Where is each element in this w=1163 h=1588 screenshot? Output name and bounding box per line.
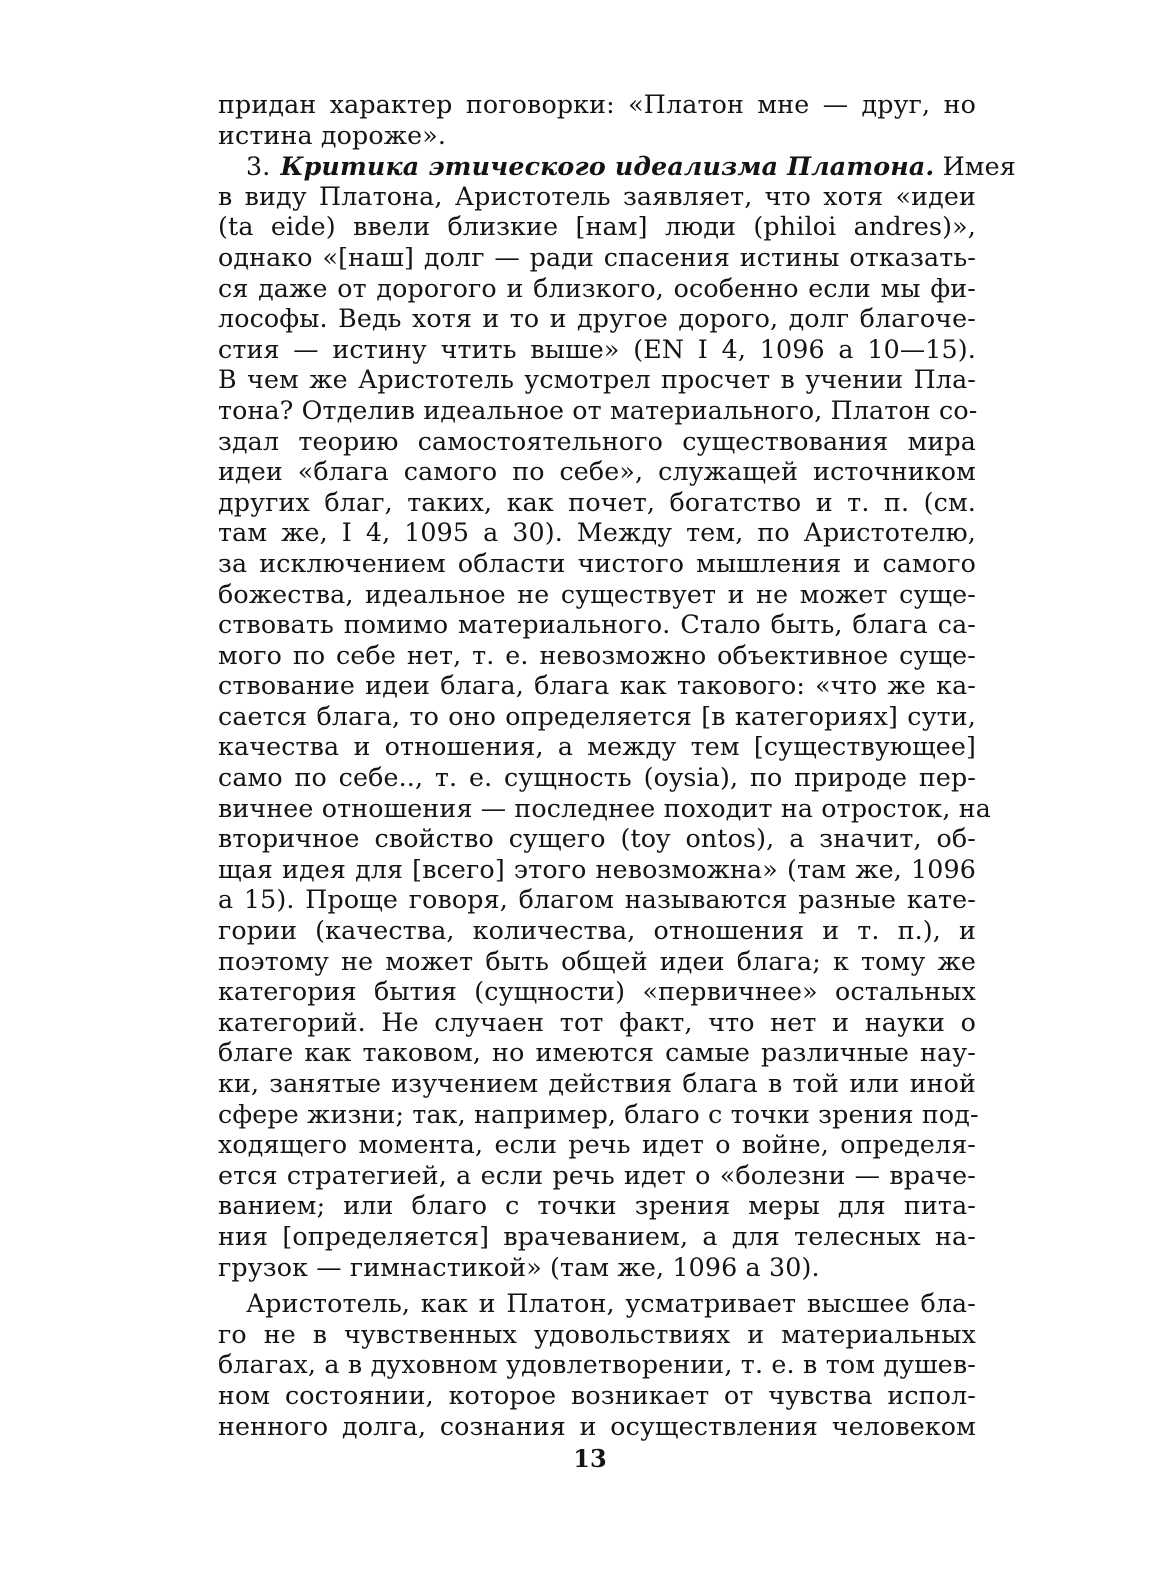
text-line: гории (качества, количества, отношения и т. п.), и bbox=[218, 916, 976, 946]
text-line: в виду Платона, Аристотель заявляет, что хотя «идеи bbox=[218, 181, 976, 211]
text-line: го не в чувственных удовольствиях и материальных bbox=[218, 1319, 976, 1349]
text-line: божества, идеальное не существует и не может суще- bbox=[218, 579, 976, 609]
text-line: мого по себе нет, т. е. невозможно объективное суще- bbox=[218, 640, 976, 670]
text-line: ки, занятые изучением действия блага в той или иной bbox=[218, 1069, 976, 1098]
text-line: ется стратегией, а если речь идет о «болезни — враче- bbox=[218, 1160, 976, 1190]
section-heading: Критика этического идеализма Платона. bbox=[280, 151, 935, 182]
text-line: лософы. Ведь хотя и то и другое дорого, долг благоче- bbox=[218, 304, 976, 334]
text-line: ванием; или благо с точки зрения меры для пита- bbox=[218, 1191, 976, 1221]
text-line: вторичное свойство сущего (toy ontos), а значит, об- bbox=[218, 824, 976, 854]
text-line: придан характер поговорки: «Платон мне — друг, но bbox=[218, 90, 976, 119]
text-line: там же, I 4, 1095 а 30). Между тем, по Аристотелю, bbox=[218, 518, 976, 548]
text-line: тона? Отделив идеальное от материального, Платон со- bbox=[218, 395, 978, 425]
text-line: качества и отношения, а между тем [существующее] bbox=[218, 732, 976, 762]
section-heading-line bbox=[218, 151, 1016, 182]
text-line: грузок — гимнастикой» (там же, 1096 а 30). bbox=[218, 1252, 820, 1282]
text-line: благе как таковом, но имеются самые различные нау- bbox=[218, 1038, 976, 1068]
section-number: 3. bbox=[246, 152, 271, 182]
text-line: ния [определяется] врачеванием, а для телесных на- bbox=[218, 1221, 976, 1251]
text-line: здал теорию самостоятельного существования мира bbox=[218, 426, 976, 456]
text-line: стия — истину чтить выше» (EN I 4, 1096 а 10—15). bbox=[218, 334, 976, 364]
text-line: само по себе.., т. е. сущность (oysia), по природе пер- bbox=[218, 763, 976, 793]
text-line: ствовать помимо материального. Стало быть, блага са- bbox=[218, 610, 976, 640]
text-line: сается блага, то оно определяется [в категориях] сути, bbox=[218, 701, 976, 731]
text-line: ненного долга, сознания и осуществления человеком bbox=[218, 1411, 976, 1441]
text-line: категорий. Не случаен тот факт, что нет и науки о bbox=[218, 1007, 976, 1037]
text-line: поэтому не может быть общей идеи блага; к тому же bbox=[218, 946, 976, 976]
text-line: однако «[наш] долг — ради спасения истины отказать- bbox=[218, 242, 976, 272]
text-line: а 15). Проще говоря, благом называются разные кате- bbox=[218, 885, 976, 915]
text-line: ствование идеи блага, блага как такового: «что же ка- bbox=[218, 671, 976, 701]
text-line: вичнее отношения — последнее походит на отросток, на bbox=[218, 793, 991, 823]
text-fragment: Имея bbox=[942, 152, 1016, 182]
text-line: (ta eide) ввели близкие [нам] люди (philoi andres)», bbox=[218, 212, 976, 242]
text-line: ся даже от дорогого и близкого, особенно если мы фи- bbox=[218, 273, 976, 303]
page-number: 13 bbox=[573, 1444, 607, 1473]
text-line: за исключением области чистого мышления и самого bbox=[218, 548, 976, 578]
text-line: других благ, таких, как почет, богатство и т. п. (см. bbox=[218, 487, 976, 517]
body-text bbox=[218, 90, 1016, 1442]
text-line: благах, а в духовном удовлетворении, т. е. в том душев- bbox=[218, 1350, 976, 1380]
text-line: ходящего момента, если речь идет о войне, определя- bbox=[218, 1130, 976, 1160]
text-line: щая идея для [всего] этого невозможна» (там же, 1096 bbox=[218, 854, 976, 884]
text-line: В чем же Аристотель усмотрел просчет в учении Пла- bbox=[218, 365, 976, 395]
text-line: сфере жизни; так, например, благо с точки зрения под- bbox=[218, 1099, 979, 1129]
text-line: Аристотель, как и Платон, усматривает высшее бла- bbox=[246, 1289, 976, 1319]
text-line: категория бытия (сущности) «первичнее» остальных bbox=[218, 977, 976, 1007]
text-line: идеи «блага самого по себе», служащей источником bbox=[218, 457, 976, 487]
text-line: ном состоянии, которое возникает от чувства испол- bbox=[218, 1380, 976, 1410]
text-line: истина дороже». bbox=[218, 120, 447, 150]
